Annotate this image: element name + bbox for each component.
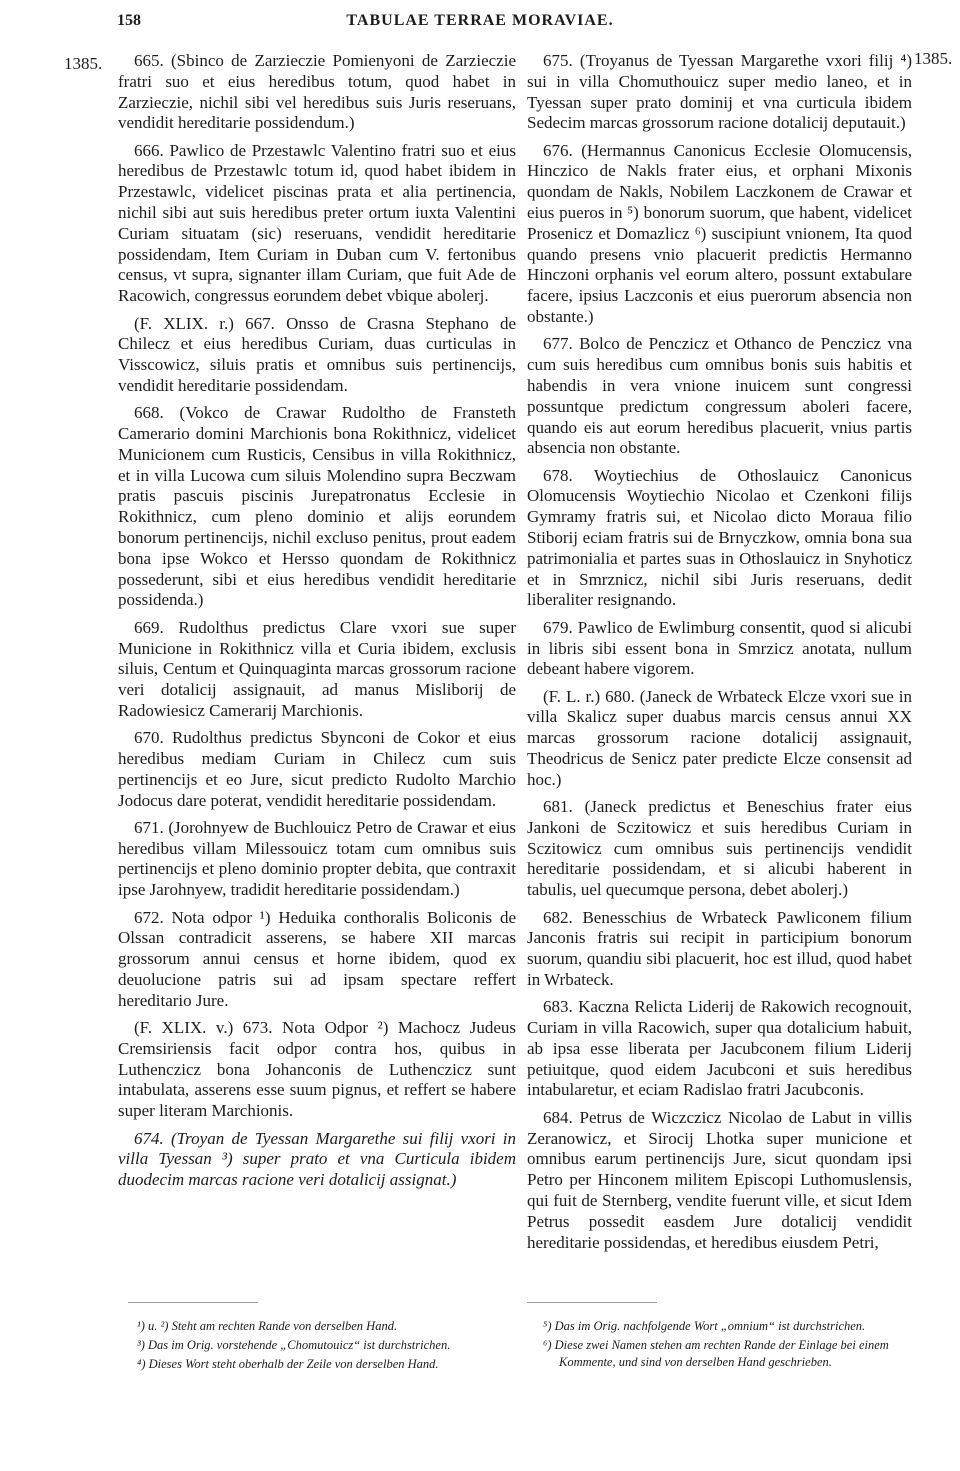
footnotes-left: [137, 1318, 522, 1374]
running-title: TABULAE TERRAE MORAVIAE.: [346, 12, 614, 29]
footnote-rule-right: [527, 1302, 657, 1303]
entry-678: 678. Woytiechius de Othoslauicz Canonicus Olomucensis Woytiechio Nicolao et Czenkoni filijs Gymramy fratris sui, et Nicolao dicto Moraua filio Stiborij eciam fratris sui de Brnyczkow, omnia bona sua patrimonialia et partes suas in Othoslauicz in Snyhoticz et in Smrznicz, nichil sibi Juris reseruans, dedit liberaliter resignando.: [527, 465, 912, 610]
footnote-3: ³) Das im Orig. vorstehende „Chomutouicz“ ist durchstrichen.: [137, 1337, 451, 1352]
entry-680: (F. L. r.) 680. (Janeck de Wrbateck Elcze vxori sue in villa Skalicz super duabus marcis census annui XX marcas grossorum racione dotalicij assignauit, Theodricus de Senicz pater predicte Elcze consensit ad hoc.): [527, 686, 912, 789]
entry-681: 681. (Janeck predictus et Beneschius frater eius Jankoni de Sczitowicz et suis heredibus Curiam in Sczitowicz cum omnibus suis pertinencijs vendidit hereditarie possidendam, et si alicubi haberent in tabulis, uel quecumque persona, debet abolerj.): [527, 797, 912, 900]
left-column: [118, 51, 516, 1197]
footnote-1-2: ¹) u. ²) Steht am rechten Rande von derselben Hand.: [137, 1319, 398, 1333]
entry-682: 682. Benesschius de Wrbateck Pawliconem filium Janconis fratris sui recipit in participium bonorum suorum, quandiu sibi placuerit, hoc est illud, quod habet in Wrbateck.: [527, 907, 912, 989]
entry-666: 666. Pawlico de Przestawlc Valentino fratri suo et eius heredibus de Przestawlc totum id, quod habet ibidem in Przestawlc, videlicet piscinas prata et alia pertinencia, nichil sibi aut suis heredibus preter ortum iuxta Valentini Curiam situatam (sic) reseruans, vendidit hereditarie possidendam, Item Curiam in Duban cum V. fertonibus census, vt supra, signanter illam Curiam, que fuit Ade de Racowich, congressus eorundem debet vbique abolerj.: [118, 140, 516, 306]
right-column: [527, 51, 912, 1260]
entry-671: 671. (Jorohnyew de Buchlouicz Petro de Crawar et eius heredibus villam Milessouicz totam cum omnibus suis pertinencijs et pleno dominio propter debita, que contraxit ipse Jarohnyew, tradidit hereditarie possidendam.): [118, 817, 516, 900]
entry-673: (F. XLIX. v.) 673. Nota Odpor ²) Machocz Judeus Cremsiriensis facit odpor contra hos, quibus in Luthenczicz bona Johanconis de Luthenczicz sunt intabulata, asserens esse suum pignus, et reffert se habere super literam Marchionis.: [118, 1018, 516, 1121]
entry-684: 684. Petrus de Wiczczicz Nicolao de Labut in villis Zeranowicz, et Sirocij Lhotka super municione et omnibus earum pertinencijs Jure, sicut quondam ipsi Petro per Hinconem militem Episcopi Luthomuslensis, qui fuit de Sternberg, vendite fuerunt ville, et sicut Idem Petrus possedit easdem Jure dotalicij vendidit hereditarie possidendas, et heredibus eiusdem Petri,: [527, 1107, 912, 1252]
year-margin-right: 1385.: [914, 49, 953, 68]
entry-675: 675. (Troyanus de Tyessan Margarethe vxori filij ⁴) sui in villa Chomuthouicz super medio laneo, et in Tyessan super prato dominij et vna curticula ibidem Sedecim marcas grossorum racione dotalicij deputauit.): [527, 51, 912, 133]
page-number: 158: [117, 12, 141, 29]
footnote-rule-left: [128, 1302, 258, 1303]
entry-683: 683. Kaczna Relicta Liderij de Rakowich recognouit, Curiam in villa Racowich, super qua dotalicium habuit, ab ipsa esse liberata per Jacubconem filium Liderij petiuitque, quod eidem Jacubconi et suis heredibus intabularetur, et eciam Radislao fratri Jacubconis.: [527, 997, 912, 1100]
entry-677: 677. Bolco de Penczicz et Othanco de Penczicz vna cum suis heredibus cum omnibus bonis suis habitis et habendis in vera vnione inuicem sunt congressi possuntque predictum congressum aboleri facere, quando eis aut eorum heredibus placuerit, vnius partis absencia non obstante.: [527, 334, 912, 458]
entry-667: (F. XLIX. r.) 667. Onsso de Crasna Stephano de Chilecz et eius heredibus Curiam, duas curticulas in Visscowicz, siluis pratis et omnibus suis pertinencijs, vendidit hereditarie possidendam.: [118, 313, 516, 395]
entry-676: 676. (Hermannus Canonicus Ecclesie Olomucensis, Hinczico de Nakls frater eius, et orphani Mixonis quondam de Nakls, Nobilem Laczkonem de Crawar et eius pueros in ⁵) bonorum suorum, que habent, videlicet Prosenicz et Domazlicz ⁶) suscipiunt vnionem, Ita quod quando presens vnio placuerit predictis Hermanno Hinczoni orphanis vel eorum altero, possunt extabulare facere, ipsius Laczconis et eius puerorum absencia non obstante.): [527, 140, 912, 327]
footnote-4: ⁴) Dieses Wort steht oberhalb der Zeile von derselben Hand.: [137, 1356, 439, 1371]
entry-674: 674. (Troyan de Tyessan Margarethe sui filij vxori in villa Tyessan ³) super prato et vna Curticula ibidem duodecim marcas racione veri dotalicij assignat.): [118, 1128, 516, 1190]
footnote-5: ⁵) Das im Orig. nachfolgende Wort „omnium“ ist durchstrichen.: [543, 1319, 866, 1333]
footnotes-right: [543, 1318, 933, 1372]
entry-672: 672. Nota odpor ¹) Heduika conthoralis Boliconis de Olssan contradicit asserens, se habere XII marcas grossorum annui census et horne ibidem, quod ex deuolucione patris sui ad ipsam spectare reffert hereditario Jure.: [118, 907, 516, 1010]
entry-670: 670. Rudolthus predictus Sbynconi de Cokor et eius heredibus mediam Curiam in Chilecz cum suis pertinencijs et eo Jure, sicut predicto Rudolto Marchio Jodocus dare poterat, vendidit hereditarie possidendam.: [118, 728, 516, 810]
entry-668: 668. (Vokco de Crawar Rudoltho de Fransteth Camerario domini Marchionis bona Rokithnicz, videlicet Municionem cum Rusticis, Censibus in villa Rokithnicz, et in villa Lucowa cum siluis Molendino supra Beczwam pratis pascuis piscinis Jurepatronatus Ecclesie in Rokithnicz, cum pleno dominio et alijs eorundem bonorum pertinencijs, nichil excluso penitus, prout eadem bona ipse Wokco et Hersso quondam de Rokithnicz possederunt, sibi et eius heredibus vendidit hereditarie possidenda.): [118, 403, 516, 610]
entry-665: 665. (Sbinco de Zarzieczie Pomienyoni de Zarzieczie fratri suo et eius heredibus totum, quod habet in Zarzieczie, nichil sibi vel heredibus suis Juris reseruans, vendidit hereditarie possidendum.): [118, 51, 516, 133]
year-margin-left: 1385.: [64, 54, 103, 73]
entry-669: 669. Rudolthus predictus Clare vxori sue super Municione in Rokithnicz villa et Curia ibidem, exclusis siluis, Centum et Quinquaginta marcas grossorum racione veri dotalicij assignauit, ad manus Misliborij de Radowiesicz Camerarij Marchionis.: [118, 617, 516, 720]
entry-679: 679. Pawlico de Ewlimburg consentit, quod si alicubi in libris sibi essent bona in Smrzicz anotata, nullum debeant habere vigorem.: [527, 617, 912, 679]
footnote-6: ⁶) Diese zwei Namen stehen am rechten Rande der Einlage bei einem Kommente, und sind von derselben Hand geschrieben.: [543, 1337, 889, 1369]
